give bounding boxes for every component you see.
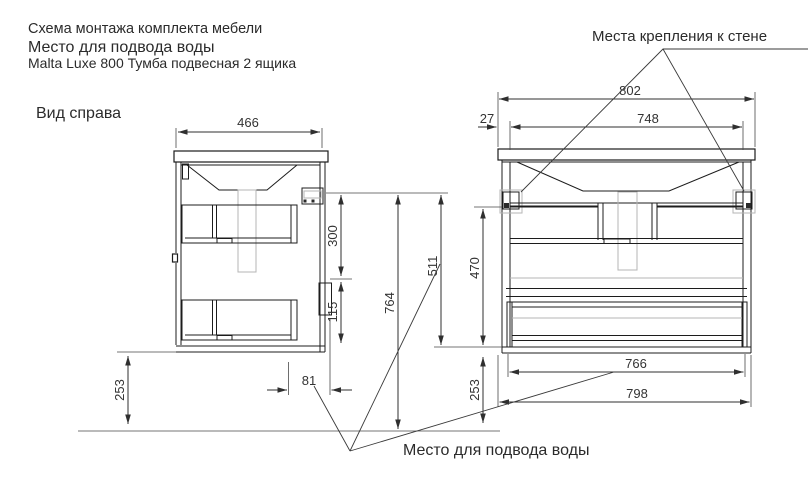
front-extension-lines	[434, 92, 755, 407]
side-bracket-screw	[304, 200, 307, 203]
side-drawer-2-glide	[217, 336, 232, 341]
side-drawer-1	[182, 205, 297, 243]
front-drain-pipe	[618, 192, 637, 270]
water-supply-label: Место для подвода воды	[403, 442, 590, 459]
side-front-top-detail	[183, 164, 189, 179]
front-drawer-2-box	[507, 302, 747, 347]
front-drawer-gap-band	[506, 289, 747, 297]
dim-water-zone-depth: 81	[301, 373, 317, 388]
wall-mount-callout	[521, 28, 808, 192]
dim-lower-back: 115	[325, 301, 340, 323]
dim-floor-clearance-front: 253	[467, 379, 482, 401]
dim-bracket-to-bottom: 511	[425, 255, 440, 277]
dim-bracket-spacing: 748	[637, 111, 659, 126]
dim-bracket-side-offset: 27	[479, 111, 495, 126]
page-subtitle: Место для подвода воды	[28, 39, 215, 56]
front-cabinet-outline	[502, 160, 751, 353]
front-basin-outline	[517, 162, 739, 191]
side-bracket-screw	[312, 200, 315, 203]
page-title: Схема монтажа комплекта мебели	[28, 21, 263, 37]
front-view-drawing	[498, 149, 755, 353]
dim-inner-width: 766	[625, 356, 647, 371]
front-siphon-cutout	[510, 203, 743, 240]
front-countertop	[498, 149, 755, 160]
side-front-gap-notch	[173, 254, 178, 262]
side-basin-profile	[187, 165, 297, 190]
dim-bracket-drop: 300	[325, 225, 340, 247]
wall-mount-label: Места крепления к стене	[592, 28, 768, 45]
water-supply-leader-lines	[314, 264, 614, 451]
side-countertop	[174, 151, 328, 162]
side-drawer-1-glide	[217, 239, 232, 244]
front-drawer-1-glide	[604, 239, 630, 244]
dim-floor-clearance-side: 253	[112, 379, 127, 401]
water-supply-callout	[314, 264, 614, 459]
front-wall-bracket-left	[500, 190, 522, 213]
side-view-label: Вид справа	[36, 105, 122, 122]
dim-under-bracket-height: 470	[467, 257, 482, 279]
front-wall-bracket-right	[733, 190, 755, 213]
side-drawer-2	[182, 300, 297, 340]
wall-mount-leader-lines	[521, 49, 808, 192]
product-name: Malta Luxe 800 Тумба подвесная 2 ящика	[28, 55, 297, 71]
dim-depth: 466	[237, 115, 259, 130]
dim-countertop-width: 802	[619, 83, 641, 98]
side-drain-pipe	[238, 190, 256, 272]
dim-body-width: 798	[626, 386, 648, 401]
side-extension-lines	[78, 128, 500, 431]
front-bracket-left-screw	[504, 203, 509, 208]
side-bracket-inner	[304, 191, 321, 198]
dim-floor-to-bracket: 764	[382, 292, 397, 314]
front-bracket-right-screw	[746, 203, 751, 208]
front-view-dimensions	[425, 83, 755, 423]
side-view-drawing	[173, 151, 332, 352]
